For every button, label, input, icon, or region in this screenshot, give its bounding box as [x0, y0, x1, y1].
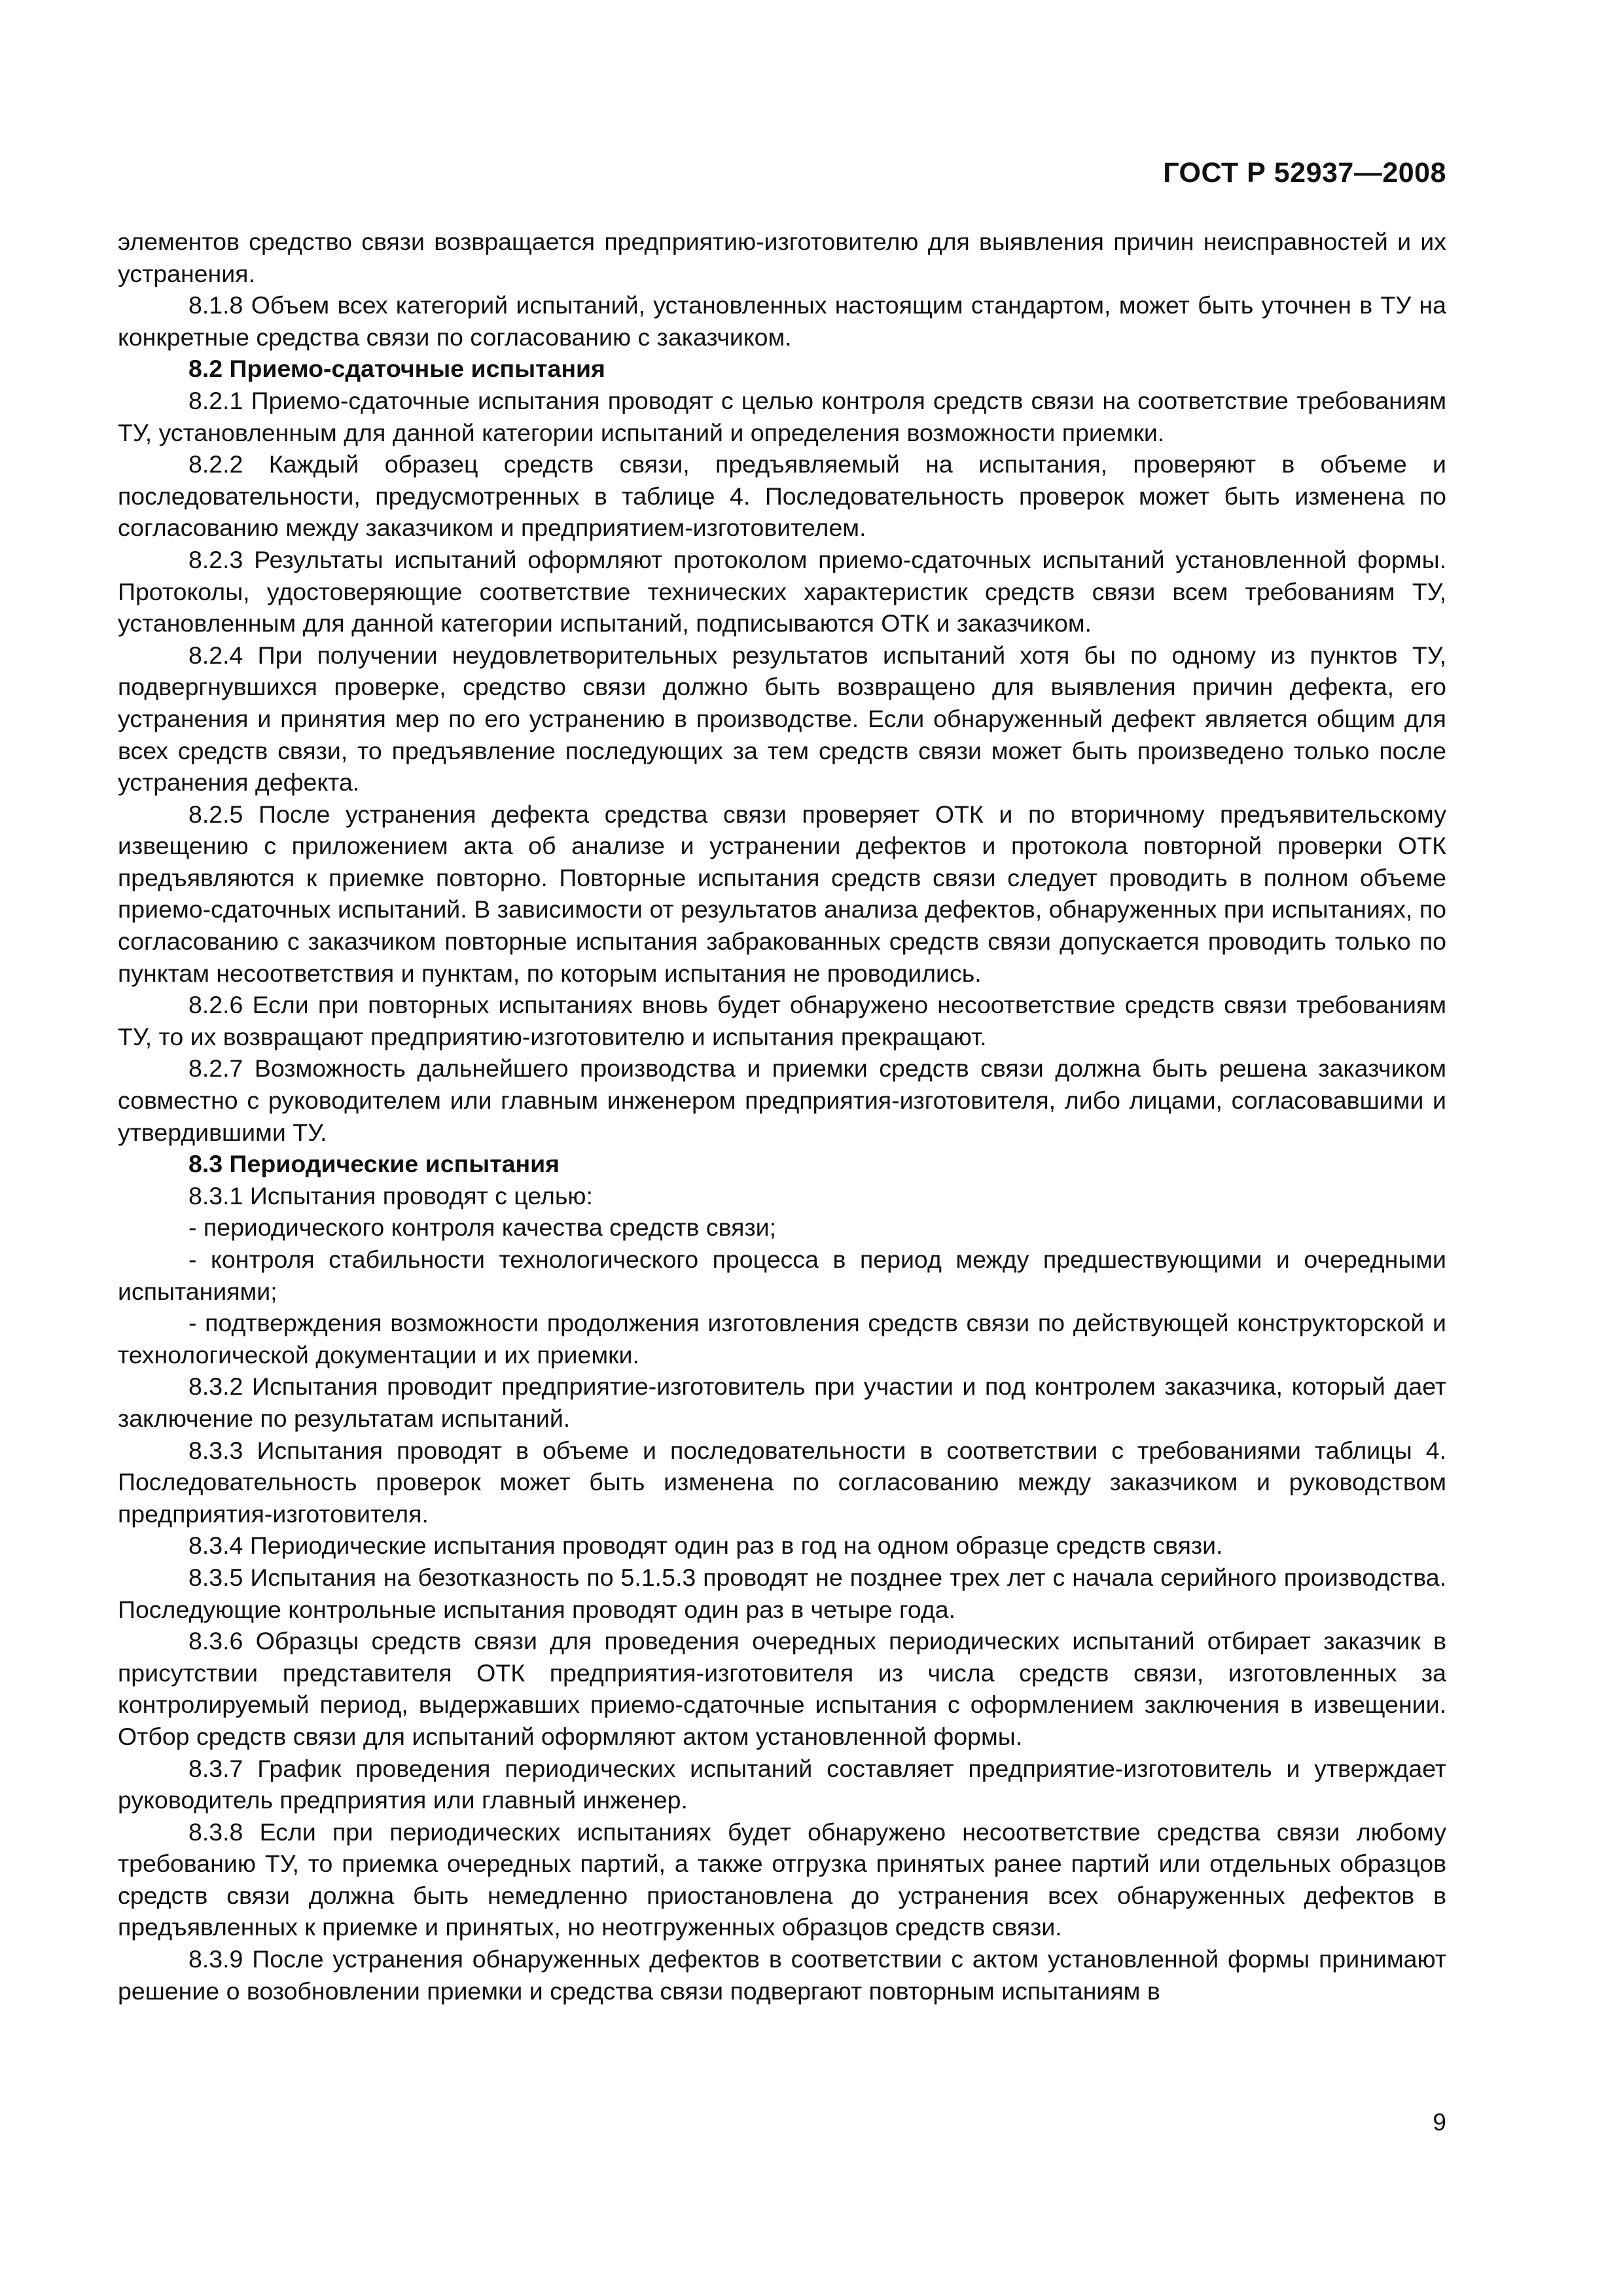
paragraph: 8.3.3 Испытания проводят в объеме и последовательности в соответствии с требованиями таблицы 4. Последовательность проверок может быть изменена по согласованию между заказчиком и руководством предприятия-изготовителя. [118, 1436, 1446, 1528]
paragraph: 8.3.2 Испытания проводит предприятие-изготовитель при участии и под контролем заказчика, который дает заключение по результатам испытаний. [118, 1372, 1446, 1432]
paragraph: 8.2.6 Если при повторных испытаниях вновь будет обнаружено несоответствие средств связи требованиям ТУ, то их возвращают предприятию-изготовителю и испытания прекращают. [118, 991, 1446, 1050]
paragraph: 8.3.9 После устранения обнаруженных дефектов в соответствии с актом установленной формы принимают решение о возобновлении приемки и средства связи подвергают повторным испытаниям в [118, 1945, 1446, 2005]
paragraph: 8.3.8 Если при периодических испытаниях будет обнаружено несоответствие средства связи любому требованию ТУ, то приемка очередных партий, а также отгрузка принятых ранее партий или отдельных образцов средств связи должна быть немедленно приостановлена до устранения всех обнаруженных дефектов в предъявленных к приемке и принятых, но неотгруженных образцов средств связи. [118, 1818, 1446, 1941]
paragraph: 8.3.5 Испытания на безотказность по 5.1.5.3 проводят не позднее трех лет с начала серийного производства. Последующие контрольные испытания проводят один раз в четыре года. [118, 1563, 1446, 1623]
page-number: 9 [1433, 2109, 1446, 2136]
paragraph: - периодического контроля качества средств связи; [188, 1213, 777, 1242]
section-heading: 8.2 Приемо-сдаточные испытания [188, 355, 605, 383]
paragraph: 8.3.7 График проведения периодических испытаний составляет предприятие-изготовитель и утверждает руководитель предприятия или главный инженер. [118, 1754, 1446, 1814]
paragraph: 8.2.1 Приемо-сдаточные испытания проводят с целью контроля средств связи на соответствие требованиям ТУ, установленным для данной категории испытаний и определения возможности приемки. [118, 386, 1446, 446]
paragraph: 8.2.2 Каждый образец средств связи, предъявляемый на испытания, проверяют в объеме и последовательности, предусмотренных в таблице 4. Последовательность проверок может быть изменена по согласованию между заказчиком и предприятием-изготовителем. [118, 450, 1446, 542]
paragraph: 8.2.4 При получении неудовлетворительных результатов испытаний хотя бы по одному из пунктов ТУ, подвергнувшихся проверке, средство связи должно быть возвращено для выявления причин дефекта, его устранения и принятия мер по его устранению в производстве. Если обнаруженный дефект является общим для всех средств связи, то предъявление последующих за тем средств связи может быть произведено только после устранения дефекта. [118, 641, 1446, 797]
paragraph: 8.3.1 Испытания проводят с целью: [188, 1181, 593, 1210]
section-heading: 8.3 Периодические испытания [188, 1150, 560, 1178]
paragraph: 8.2.7 Возможность дальнейшего производства и приемки средств связи должна быть решена заказчиком совместно с руководителем или главным инженером предприятия-изготовителя, либо лицами, согласовавшими и утвердившими ТУ. [118, 1054, 1446, 1146]
paragraph: - контроля стабильности технологического процесса в период между предшествующими и очередными испытаниями; [118, 1246, 1446, 1305]
paragraph: 8.2.3 Результаты испытаний оформляют протоколом приемо-сдаточных испытаний установленной формы. Протоколы, удостоверяющие соответствие технических характеристик средств связи всем требованиям ТУ, установленным для данной категории испытаний, подписываются ОТК и заказчиком. [118, 545, 1446, 637]
document-body [118, 226, 1446, 2007]
paragraph: 8.3.6 Образцы средств связи для проведения очередных периодических испытаний отбирает заказчик в присутствии представителя ОТК предприятия-изготовителя из числа средств связи, изготовленных за контролируемый период, выдержавших приемо-сдаточные испытания с оформлением заключения в извещении. Отбор средств связи для испытаний оформляют актом установленной формы. [118, 1627, 1446, 1750]
paragraph: элементов средство связи возвращается предприятию-изготовителю для выявления причин неисправностей и их устранения. [118, 228, 1446, 287]
paragraph: 8.3.4 Периодические испытания проводят один раз в год на одном образце средств связи. [188, 1532, 1223, 1560]
paragraph: - подтверждения возможности продолжения изготовления средств связи по действующей конструкторской и технологической документации и их приемки. [118, 1309, 1446, 1369]
document-id-header: ГОСТ Р 52937—2008 [1163, 157, 1446, 188]
paragraph: 8.1.8 Объем всех категорий испытаний, установленных настоящим стандартом, может быть уточнен в ТУ на конкретные средства связи по согласованию с заказчиком. [118, 291, 1446, 351]
paragraph: 8.2.5 После устранения дефекта средства связи проверяет ОТК и по вторичному предъявительскому извещению с приложением акта об анализе и устранении дефектов и протокола повторной проверки ОТК предъявляются к приемке повторно. Повторные испытания средств связи следует проводить в полном объеме приемо-сдаточных испытаний. В зависимости от результатов анализа дефектов, обнаруженных при испытаниях, по согласованию с заказчиком повторные испытания забракованных средств связи допускается проводить только по пунктам несоответствия и пунктам, по которым испытания не проводились. [118, 800, 1446, 987]
